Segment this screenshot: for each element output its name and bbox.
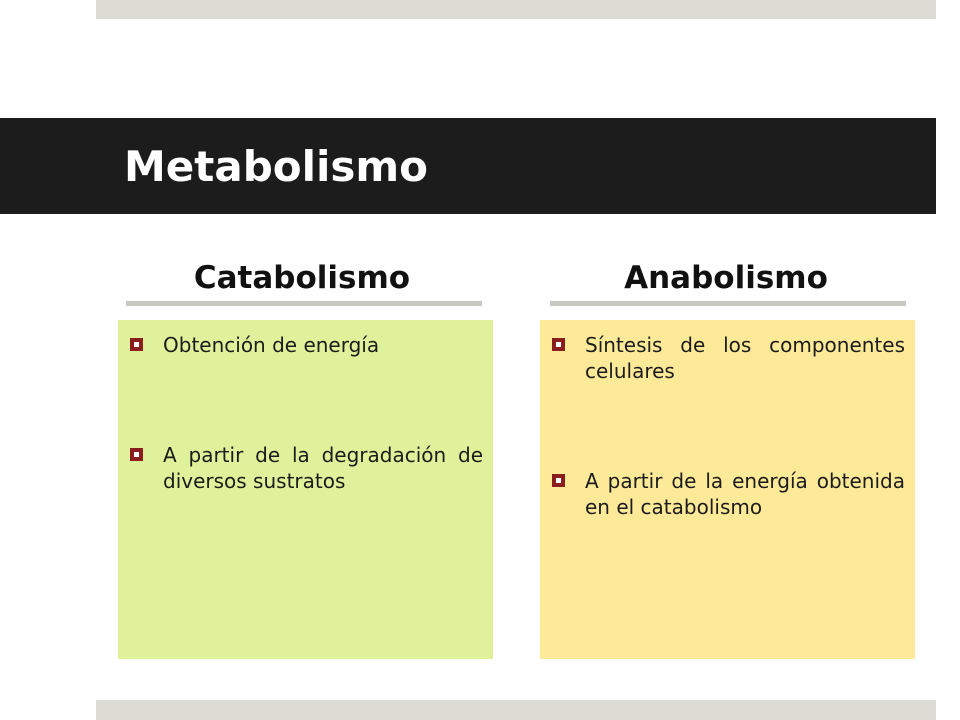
anabolismo-heading: Anabolismo: [624, 260, 828, 296]
square-bullet-icon: [130, 338, 143, 351]
list-item: [130, 332, 483, 358]
anabolismo-panel: [540, 320, 915, 659]
anabolismo-heading-rule: [550, 301, 906, 306]
bullet-text: A partir de la energía obtenida en el catabolismo: [585, 469, 905, 519]
catabolismo-panel: [118, 320, 493, 659]
catabolismo-heading-rule: [126, 301, 482, 306]
bullet-text: Obtención de energía: [163, 333, 380, 357]
slide-title: Metabolismo: [124, 142, 429, 191]
list-item: [130, 442, 483, 494]
bullet-text: Síntesis de los componentes celulares: [585, 333, 905, 383]
square-bullet-icon: [130, 448, 143, 461]
top-decorative-band: [96, 0, 936, 19]
square-bullet-icon: [552, 474, 565, 487]
square-bullet-icon: [552, 338, 565, 351]
bottom-decorative-band: [96, 700, 936, 720]
bullet-text: A partir de la degradación de diversos sustratos: [163, 443, 483, 493]
list-item: [552, 332, 905, 384]
catabolismo-heading: Catabolismo: [193, 260, 411, 296]
list-item: [552, 468, 905, 520]
